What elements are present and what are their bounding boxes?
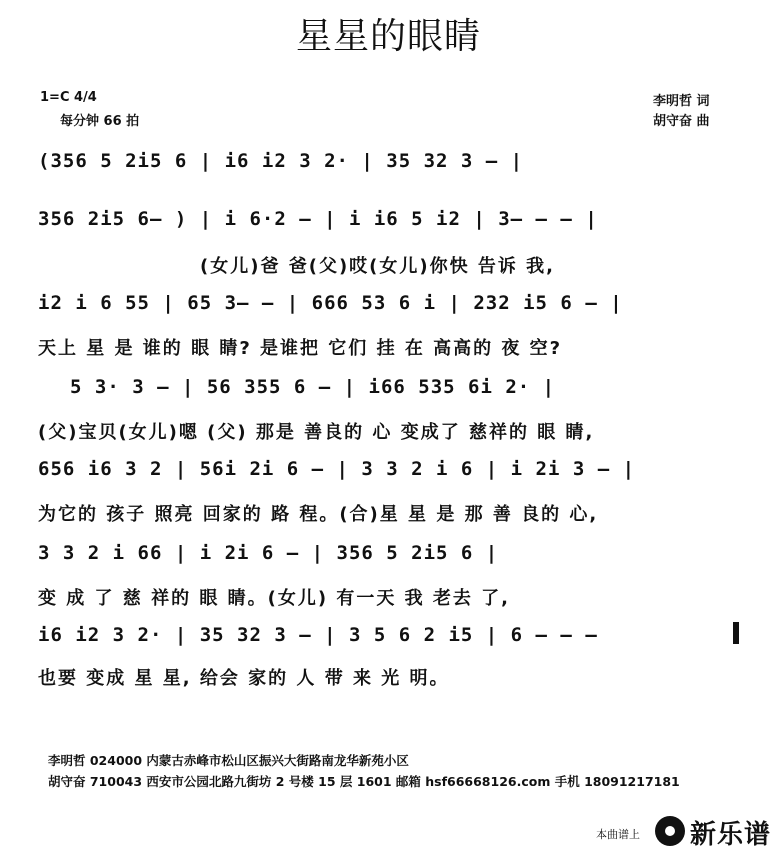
disc-logo-icon bbox=[655, 816, 685, 846]
song-title: 星星的眼睛 bbox=[295, 16, 481, 57]
composer-credit: 胡守奋 曲 bbox=[653, 114, 710, 129]
final-barline bbox=[733, 622, 739, 644]
notation-line-7: i6 i2 3 2· | 35 32 3 — | 3 5 6 2 i5 | 6 — — — bbox=[38, 624, 598, 646]
notation-line-2: 356 2i5 6— ) | i 6·2 — | i i6 5 i2 | 3— — — | bbox=[38, 208, 598, 230]
lyric-line-6: 变 成 了 慈 祥的 眼 睛。(女儿) 有一天 我 老去 了, bbox=[38, 588, 510, 609]
lyricist-address: 李明哲 024000 内蒙古赤峰市松山区振兴大街路南龙华新苑小区 bbox=[48, 753, 409, 768]
notation-line-6: 3 3 2 i 66 | i 2i 6 — | 356 5 2i5 6 | bbox=[38, 542, 499, 564]
brand-prefix: 本曲谱上 bbox=[596, 828, 640, 841]
lyric-line-2: (女儿)爸 爸(父)哎(女儿)你快 告诉 我, bbox=[200, 256, 555, 277]
key-signature: 1=C 4/4 bbox=[40, 90, 97, 105]
lyric-line-5: 为它的 孩子 照亮 回家的 路 程。(合)星 星 是 那 善 良的 心, bbox=[38, 504, 599, 525]
lyric-line-3: 天上 星 是 谁的 眼 睛? 是谁把 它们 挂 在 高高的 夜 空? bbox=[38, 338, 563, 359]
lyric-line-7: 也要 变成 星 星, 给会 家的 人 带 来 光 明。 bbox=[38, 668, 450, 689]
composer-address: 胡守奋 710043 西安市公园北路九街坊 2 号楼 15 层 1601 邮箱 hsf66668126.com 手机 18091217181 bbox=[48, 774, 680, 789]
notation-line-4: 5 3· 3 — | 56 355 6 — | i66 535 6i 2· | bbox=[70, 376, 556, 398]
brand-name: 新乐谱 bbox=[690, 820, 772, 850]
notation-line-1: (356 5 2i5 6 | i6 i2 3 2· | 35 32 3 — | bbox=[38, 150, 524, 172]
notation-line-3: i2 i 6 55 | 65 3— — | 666 53 6 i | 232 i5 6 — | bbox=[38, 292, 623, 314]
lyricist-credit: 李明哲 词 bbox=[653, 94, 710, 109]
notation-line-5: 656 i6 3 2 | 56i 2i 6 — | 3 3 2 i 6 | i 2i 3 — | bbox=[38, 458, 636, 480]
lyric-line-4: (父)宝贝(女儿)嗯 (父) 那是 善良的 心 变成了 慈祥的 眼 睛, bbox=[38, 422, 595, 443]
tempo-marking: 每分钟 66 拍 bbox=[60, 114, 140, 129]
